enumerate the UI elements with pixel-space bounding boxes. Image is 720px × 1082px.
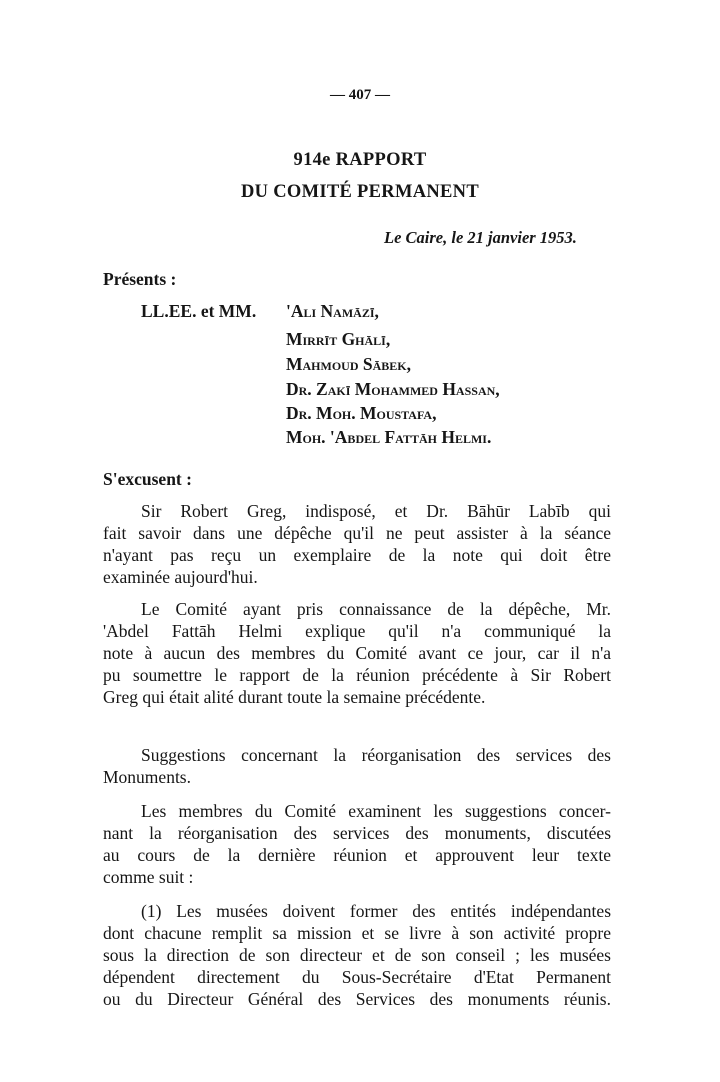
paragraph-line: nant la réorganisation des services des monuments, discutées xyxy=(103,823,611,843)
paragraph-line: comme suit : xyxy=(103,867,194,887)
paragraph-line: Sir Robert Greg, indisposé, et Dr. Bāhūr Labīb qui xyxy=(141,501,611,521)
paragraph-line: dépendent directement du Sous-Secrétaire d'Etat Permanent xyxy=(103,967,611,987)
paragraph-line: fait savoir dans une dépêche qu'il ne peut assister à la séance xyxy=(103,523,611,543)
paragraph-line: n'ayant pas reçu un exemplaire de la note qui doit être xyxy=(103,545,611,565)
page-number: — 407 — xyxy=(330,87,390,103)
paragraph-line: 'Abdel Fattāh Helmi explique qu'il n'a communiqué la xyxy=(103,621,611,641)
paragraph-line: dont chacune remplit sa mission et se livre à son activité propre xyxy=(103,923,611,943)
paragraph-line: Les membres du Comité examinent les suggestions concer- xyxy=(141,801,611,821)
member-name: Dr. Zakī Mohammed Hassan, xyxy=(286,379,500,399)
paragraph-line: examinée aujourd'hui. xyxy=(103,567,258,587)
member-name: Mirrīt Ghālī, xyxy=(286,329,391,349)
presents-intro: LL.EE. et MM. xyxy=(141,301,257,321)
presents-heading: Présents : xyxy=(103,269,177,289)
paragraph-line: pu soumettre le rapport de la réunion précédente à Sir Robert xyxy=(103,665,611,685)
paragraph-line: ou du Directeur Général des Services des monuments réunis. xyxy=(103,989,611,1009)
paragraph-line: au cours de la dernière réunion et approuvent leur texte xyxy=(103,845,611,865)
member-name: 'Ali Namāzī, xyxy=(286,301,379,321)
section-heading-line: Suggestions concernant la réorganisation des services des xyxy=(141,745,611,765)
paragraph-line: Greg qui était alité durant toute la semaine précédente. xyxy=(103,687,486,707)
member-name: Dr. Moh. Moustafa, xyxy=(286,403,437,423)
dateline: Le Caire, le 21 janvier 1953. xyxy=(384,228,577,247)
section-heading-line: Monuments. xyxy=(103,767,191,787)
member-name: Moh. 'Abdel Fattāh Helmi. xyxy=(286,427,492,447)
member-name: Mahmoud Sābek, xyxy=(286,354,411,374)
report-title: 914e RAPPORT xyxy=(293,150,427,170)
paragraph-line: note à aucun des membres du Comité avant ce jour, car il n'a xyxy=(103,643,611,663)
paragraph-line: Le Comité ayant pris connaissance de la dépêche, Mr. xyxy=(141,599,611,619)
paragraph-line: sous la direction de son directeur et de son conseil ; les musées xyxy=(103,945,611,965)
report-subtitle: DU COMITÉ PERMANENT xyxy=(241,182,479,202)
excusent-heading: S'excusent : xyxy=(103,469,192,489)
paragraph-line: (1) Les musées doivent former des entités indépendantes xyxy=(141,901,611,921)
